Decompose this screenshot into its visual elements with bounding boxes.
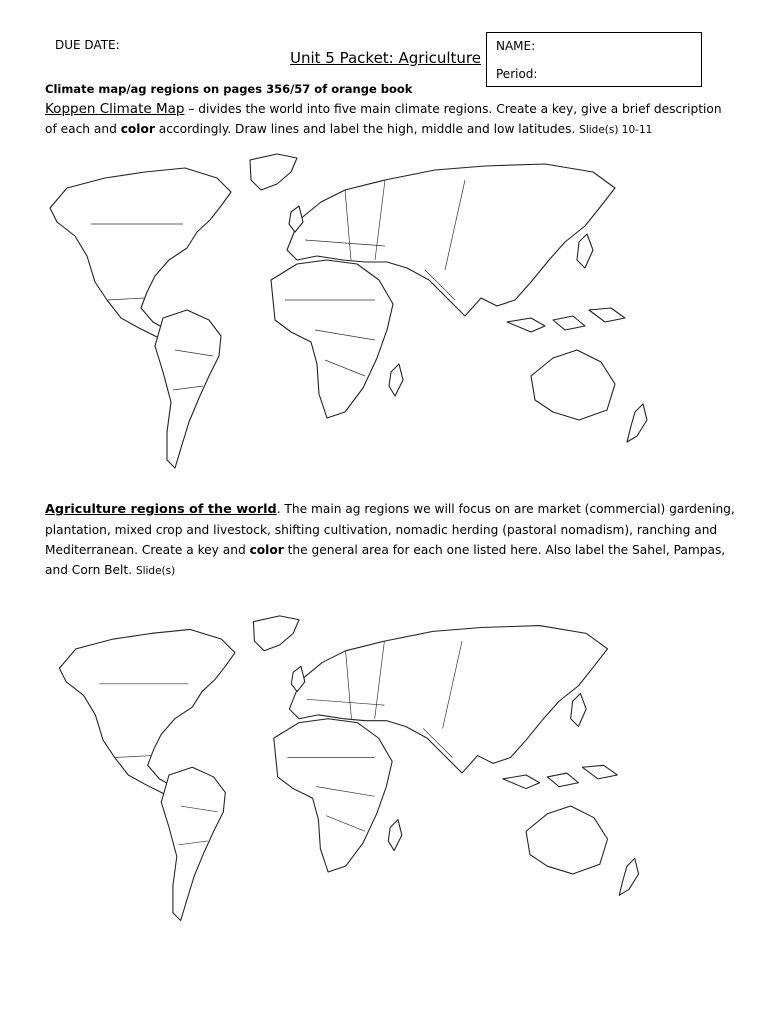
world-outline-map-icon xyxy=(45,612,685,937)
period-label: Period: xyxy=(496,67,538,81)
koppen-slides: Slide(s) 10-11 xyxy=(579,124,653,136)
koppen-text-a: – divides the world into five main climate regions. Create a key, give a brief description of each and xyxy=(45,102,722,136)
koppen-color-word: color xyxy=(120,122,155,136)
ag-regions-instructions xyxy=(45,499,735,581)
ag-text-b: the general area for each one listed here. Also label the Sahel, Pampas, and Corn Belt. xyxy=(45,543,726,577)
ag-regions-heading: Agriculture regions of the world xyxy=(45,502,277,517)
name-label: NAME: xyxy=(496,39,536,53)
ag-slides: Slide(s) xyxy=(135,565,176,577)
map-landmasses xyxy=(50,154,647,468)
due-date-label: DUE DATE: xyxy=(55,38,120,52)
map-landmasses xyxy=(59,616,638,921)
packet-title: Unit 5 Packet: Agriculture xyxy=(290,49,482,67)
koppen-heading: Koppen Climate Map xyxy=(45,101,185,117)
koppen-instructions xyxy=(45,99,735,140)
ag-text-a: . The main ag regions we will focus on are market (commercial) gardening, plantation, mixed crop and livestock, shifting cultivation, nomadic herding (pastoral nomadism), ranching and Mediterranean. Create a key and xyxy=(45,502,735,557)
koppen-text-b: accordingly. Draw lines and label the high, middle and low latitudes. xyxy=(154,122,580,136)
ag-color-word: color xyxy=(249,543,284,557)
name-period-box xyxy=(486,32,702,87)
page-subheading: Climate map/ag regions on pages 356/57 of orange book xyxy=(45,82,413,96)
world-outline-map-icon xyxy=(45,150,685,485)
